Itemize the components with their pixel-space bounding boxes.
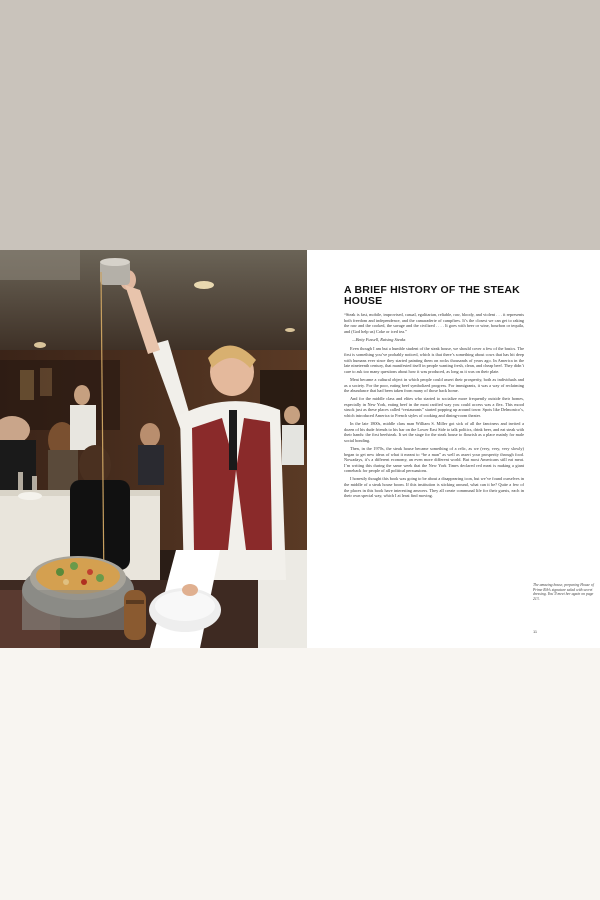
epigraph: “Steak is fast, mobile, improvised, casual, egalitarian, reliable, raw, bloody, and violent . . . it represents both freedom and independence, and the camaraderie of campfires. It’s the closest we can get to raking the raw and the cooked, the savage and the civilized . . . . It goes with beer or wine, bourbon or tequila, and (God help us) Coke or iced tea.” — [344, 312, 524, 334]
paragraph: Then, in the 1970s, the steak house became something of a relic, as we (very, very, very slowly) began to get new ideas of what it meant to “be a man” as well as assert your prosperity through food. Nowadays, it’s a different economy, an even more different world. But most Americans still eat meat. I’m writing this during the same week that the New York Times declared red meat is making a giant comeback for people of all political persuasions. — [344, 445, 524, 474]
photo-caption: The amazing house, preparing House of Prime Rib’s signature salad with secret dressing. You’ll meet her again on page 213. — [533, 583, 594, 601]
text-page — [308, 250, 600, 648]
paragraph: Even though I am but a humble student of the steak house, we should cover a few of the basics. The first is something you’ve probably noticed, which is that there’s something about cows that has hit deep with humans ever since they started painting them on rocks thousands of years ago. In America in the late nineteenth century, that manifested itself in people wanting fresh, clean, and cheap beef. They didn’t care to ask too many questions about how it was produced, as long as it was on their plate. — [344, 346, 524, 374]
epigraph-attribution: —Betty Fussell, Raising Steaks — [352, 336, 406, 342]
paragraph: And for the middle class and elites who started to socialize more frequently outside their homes, especially in New York, eating beef in the most rarified way you could access was a flex. This mood struck just as these places called “restaurants” started popping up around town: Spots like Delmonico’s, which introduced America to French styles of cooking and dining-room theater. — [344, 396, 524, 418]
body-text — [344, 312, 524, 501]
paragraph: I honestly thought this book was going to be about a disappearing icon, but we’ve found ourselves in the middle of a steak house boom. If this institution is sticking around, what can it be? Quite a few of the places in this book have interesting answers. They all create communal life for their guests, each in their own special way, which I at least find moving. — [344, 476, 524, 499]
chapter-title: A BRIEF HISTORY OF THE STEAK HOUSE — [344, 284, 520, 307]
restaurant-photo — [0, 250, 307, 648]
page-number: 11 — [533, 629, 538, 634]
paragraph: Meat became a cultural object in which people could assert their prosperity, both as individuals and as a society. For the poor, eating beef symbolized progress. For immigrants, it was a way of reclaiming the abundance that had been taken from many of those back home. — [344, 376, 524, 394]
book-spread — [0, 250, 600, 648]
background-top — [0, 0, 600, 250]
paragraph: In the late 1800s, middle class man William S. Miller got sick of all the fanciness and invited a dozen of his dude friends to his bar on the Lower East Side to talk politics, drink beer, and eat steak with their hands: the first beefsteak. It set the stage for the steak house to flourish as a place mainly for male social bonding. — [344, 421, 524, 443]
background-bottom — [0, 648, 600, 900]
